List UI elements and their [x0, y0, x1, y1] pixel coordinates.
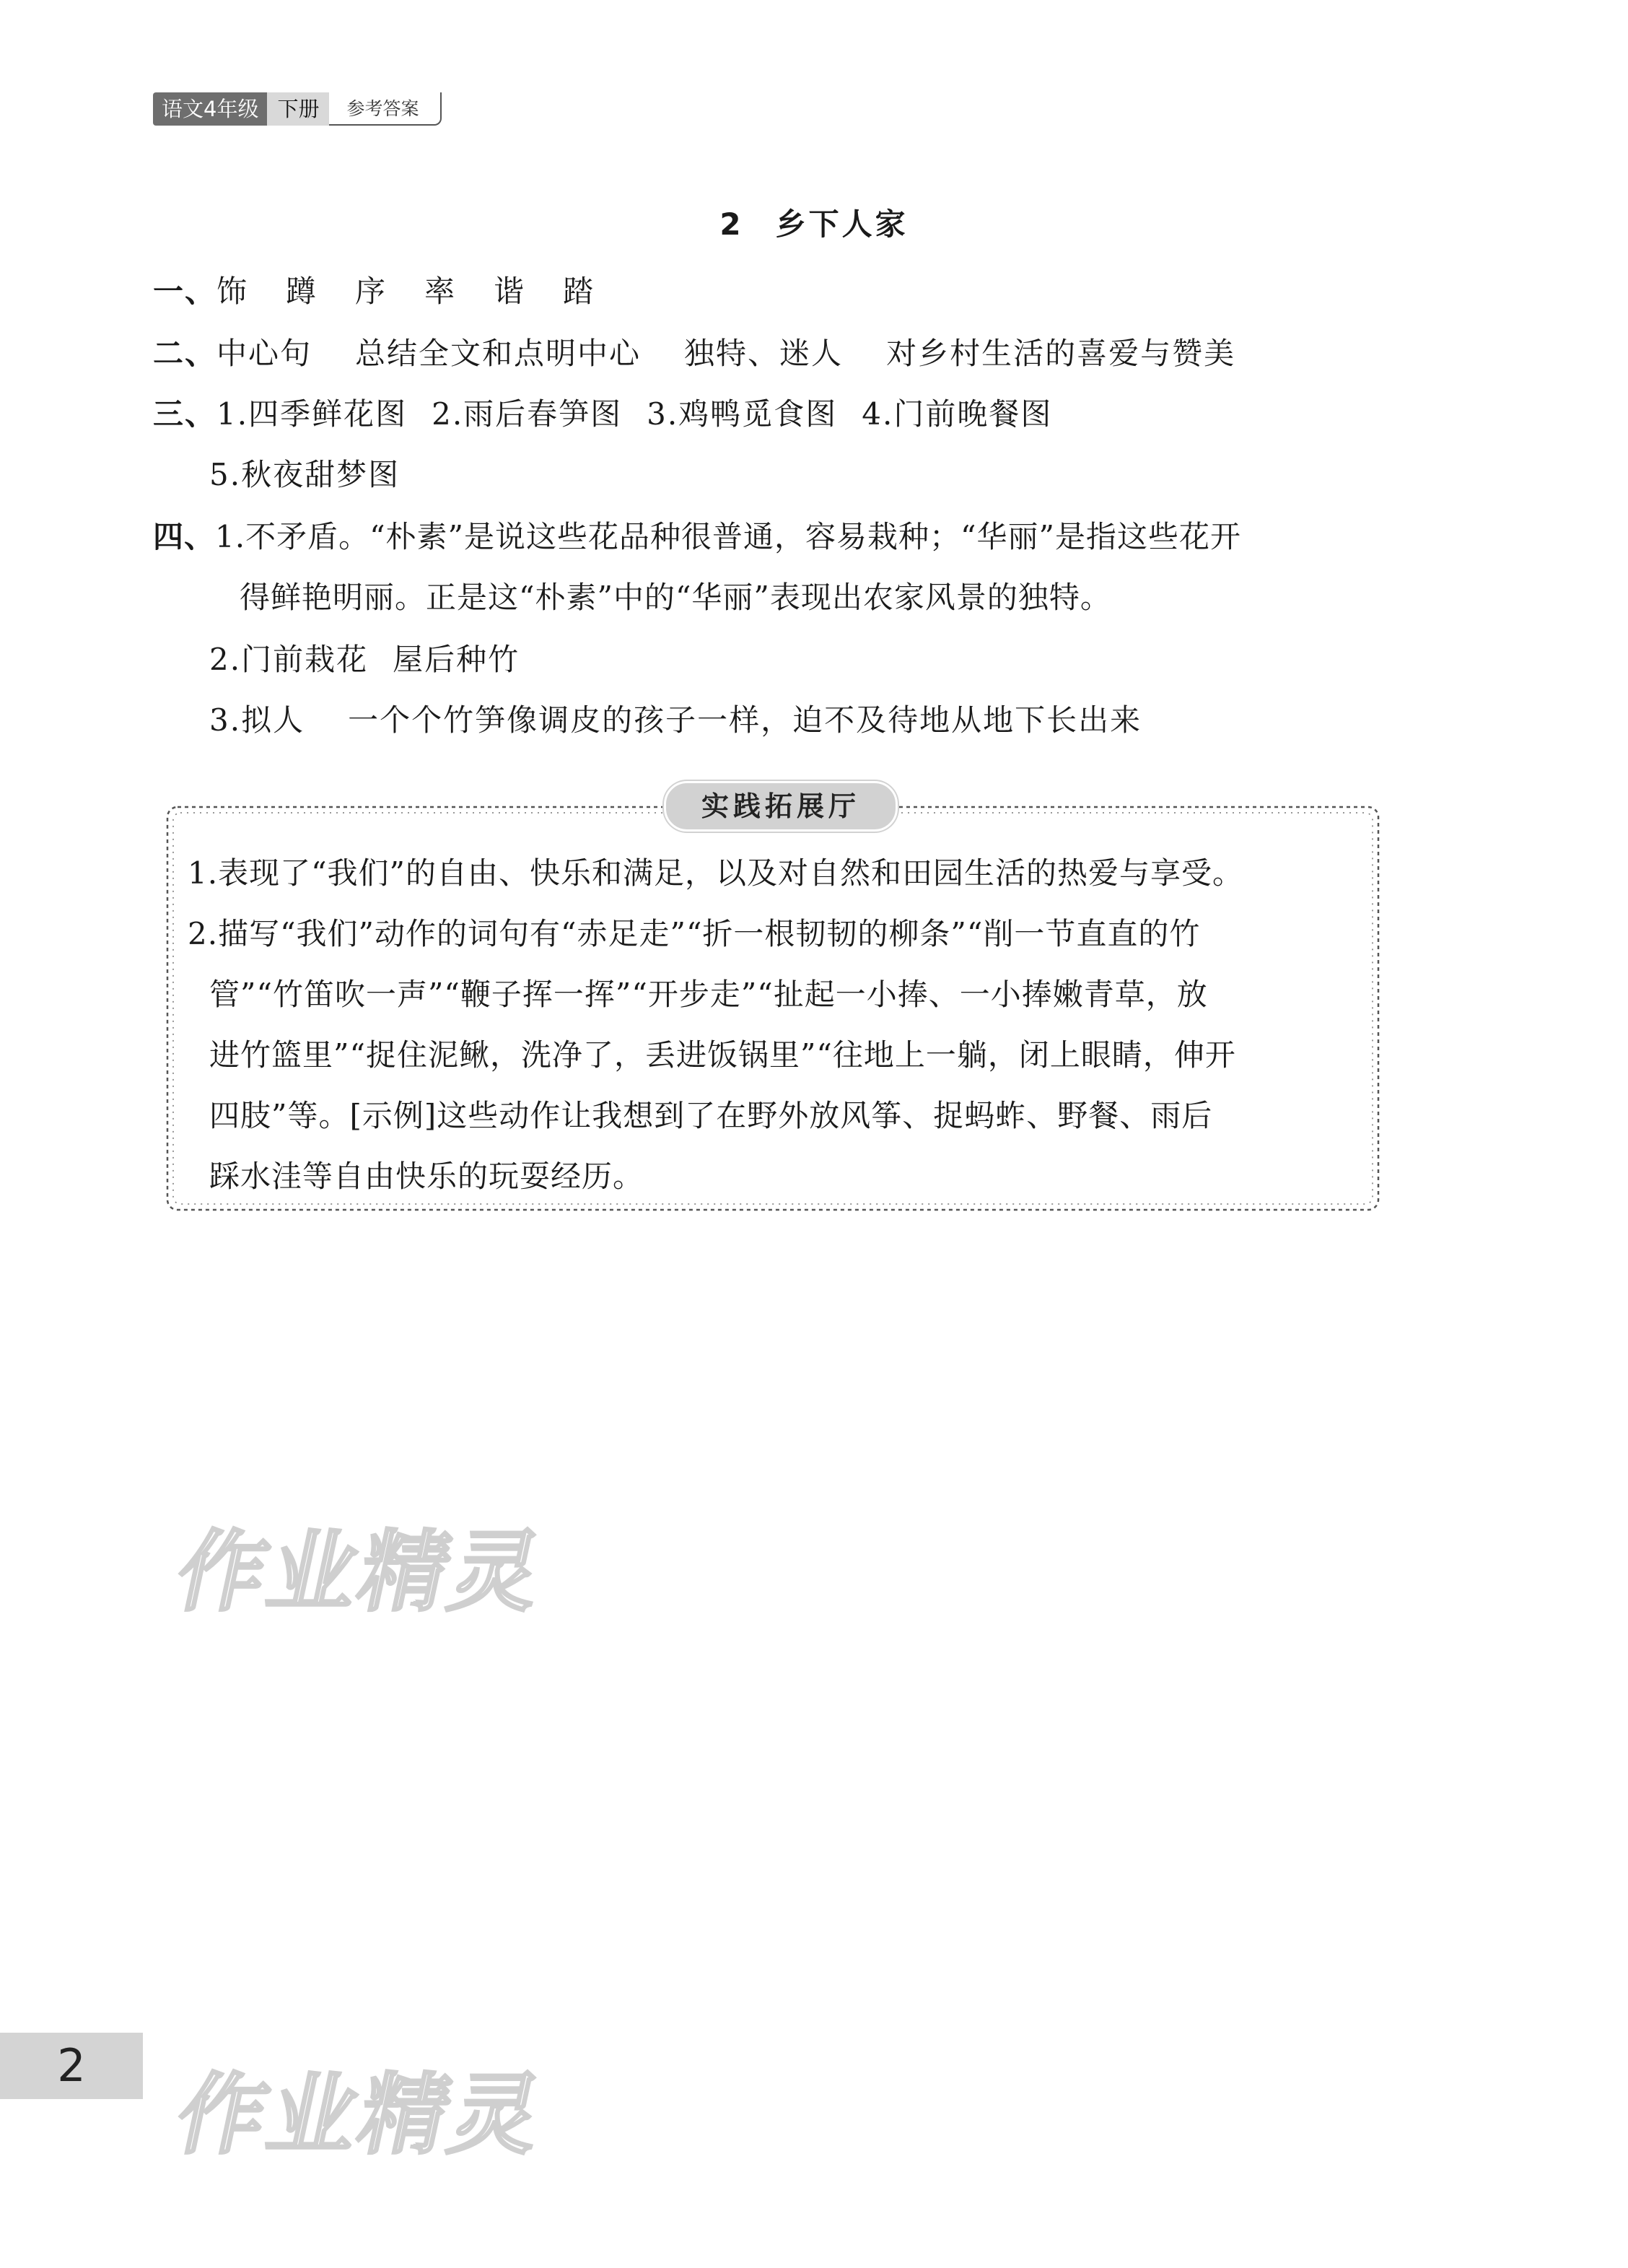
s4-q2a: 2.门前栽花 [209, 642, 369, 677]
practice-line: 2.描写“我们”动作的词句有“赤足走”“折一根韧韧的柳条”“削一节直直的竹 [188, 916, 1201, 951]
watermark: 作业精灵 [167, 2064, 553, 2166]
section-3 [153, 393, 1052, 436]
section-4-q1 [153, 515, 1241, 559]
s1-word: 率 [424, 274, 457, 309]
lesson-number: 2 [719, 206, 744, 242]
lesson-title [0, 201, 1628, 244]
s4-q2b: 屋后种竹 [393, 642, 520, 677]
s4-q1-line1: 1.不矛盾。“朴素”是说这些花品种很普通，容易栽种；“华丽”是指这些花开 [215, 519, 1241, 554]
section-3-line-2 [209, 453, 400, 497]
s1-word: 序 [355, 274, 388, 309]
section-4-label: 四、 [153, 519, 216, 554]
lesson-name: 乡下人家 [775, 206, 909, 242]
s3-item: 5.秋夜甜梦图 [209, 457, 401, 492]
s3-item: 2.雨后春笋图 [432, 396, 623, 432]
practice-line: 踩水洼等自由快乐的玩耍经历。 [209, 1159, 644, 1194]
s2-item: 独特、迷人 [684, 336, 844, 371]
s3-item: 1.四季鲜花图 [216, 396, 408, 432]
section-3-label: 三、 [153, 396, 217, 432]
s3-item: 4.门前晚餐图 [862, 396, 1053, 432]
s1-word: 饰 [216, 274, 249, 309]
section-2-label: 二、 [153, 336, 217, 371]
section-1-label: 一、 [153, 274, 217, 309]
s4-q3b: 一个个竹笋像调皮的孩子一样，迫不及待地从地下长出来 [348, 702, 1142, 738]
s2-item: 总结全文和点明中心 [355, 336, 642, 371]
s2-item: 对乡村生活的喜爱与赞美 [886, 336, 1236, 371]
practice-line: 1.表现了“我们”的自由、快乐和满足，以及对自然和田园生活的热爱与享受。 [188, 855, 1244, 891]
section-2 [153, 332, 1235, 375]
header-answers: 参考答案 [329, 92, 442, 126]
page-number: 2 [0, 2033, 143, 2099]
header-tag [153, 92, 442, 126]
practice-line: 四肢”等。[示例]这些动作让我想到了在野外放风筝、捉蚂蚱、野餐、雨后 [209, 1098, 1213, 1133]
s1-word: 踏 [563, 274, 595, 309]
section-4-q1-cont [240, 576, 1111, 619]
section-1 [153, 270, 595, 313]
s3-item: 3.鸡鸭觅食图 [647, 396, 838, 432]
practice-label: 实践拓展厅 [664, 781, 898, 832]
practice-line: 管”“竹笛吹一声”“鞭子挥一挥”“开步走”“扯起一小捧、一小捧嫩青草，放 [209, 977, 1208, 1012]
header-volume: 下册 [267, 92, 329, 126]
s1-word: 谐 [494, 274, 526, 309]
practice-line: 进竹篮里”“捉住泥鳅，洗净了，丢进饭锅里”“往地上一躺，闭上眼睛，伸开 [209, 1037, 1236, 1073]
s4-q3a: 3.拟人 [209, 702, 305, 738]
section-4-q3 [209, 699, 1142, 742]
section-4-q2 [209, 638, 520, 681]
header-grade: 语文4年级 [153, 92, 267, 126]
s2-item: 中心句 [216, 336, 312, 371]
s4-q1-line2: 得鲜艳明丽。正是这“朴素”中的“华丽”表现出农家风景的独特。 [240, 580, 1111, 615]
s1-word: 蹲 [286, 274, 318, 309]
watermark: 作业精灵 [167, 1521, 553, 1623]
